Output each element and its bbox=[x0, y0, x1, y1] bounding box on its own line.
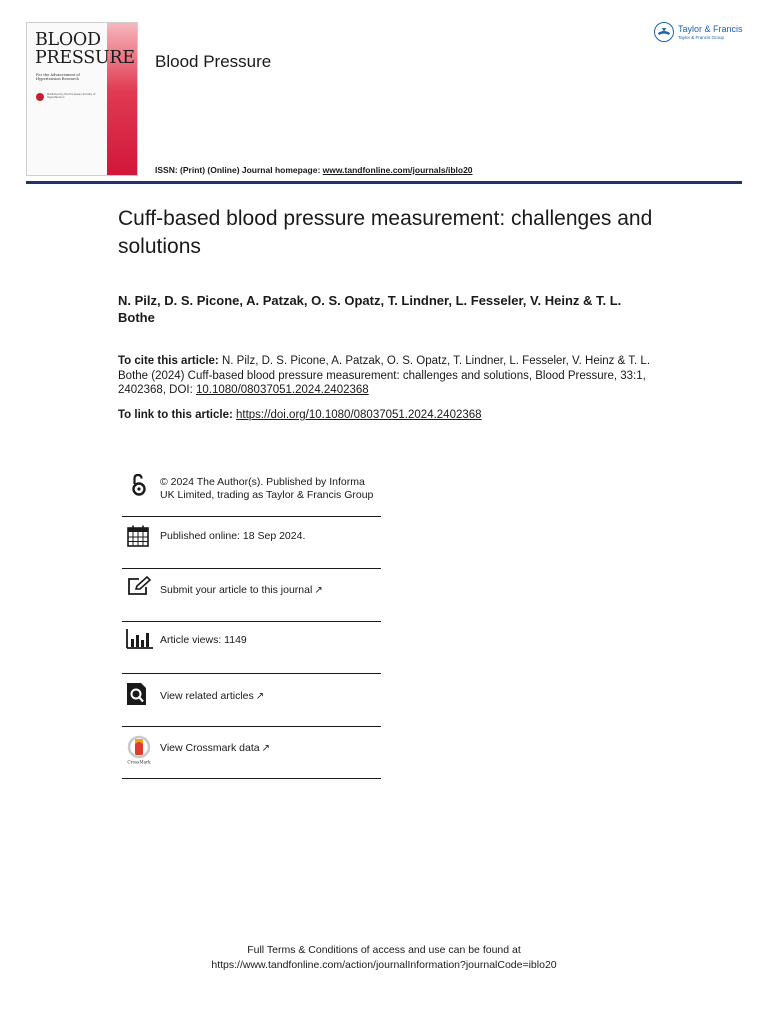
article-title: Cuff-based blood pressure measurement: challenges and solutions bbox=[118, 207, 653, 258]
publisher-logo-icon bbox=[654, 22, 674, 42]
external-link-icon: ↗ bbox=[261, 743, 270, 754]
footer-terms-link[interactable]: https://www.tandfonline.com/action/journalInformation?journalCode=iblo20 bbox=[211, 958, 557, 971]
journal-homepage-link[interactable]: www.tandfonline.com/journals/iblo20 bbox=[322, 165, 473, 175]
article-link-line bbox=[118, 408, 658, 423]
calendar-icon bbox=[126, 524, 150, 548]
related-row[interactable] bbox=[122, 674, 381, 727]
cover-title bbox=[35, 30, 135, 68]
doi-link[interactable]: 10.1080/08037051.2024.2402368 bbox=[196, 384, 369, 396]
article-url-link[interactable]: https://doi.org/10.1080/08037051.2024.2402368 bbox=[236, 409, 482, 421]
search-document-icon bbox=[126, 682, 150, 706]
crossmark-link[interactable] bbox=[160, 742, 382, 756]
article-authors: N. Pilz, D. S. Picone, A. Patzak, O. S. Opatz, T. Lindner, L. Fesseler, V. Heinz & T. L. Bothe bbox=[118, 293, 622, 325]
publisher-name: Taylor & Francis bbox=[678, 24, 743, 34]
issn-line bbox=[155, 165, 473, 175]
submit-text: Submit your article to this journal bbox=[160, 584, 313, 596]
related-text: View related articles bbox=[160, 690, 254, 702]
external-link-icon: ↗ bbox=[314, 585, 323, 596]
license-row bbox=[122, 470, 381, 517]
crossmark-row[interactable] bbox=[122, 727, 381, 779]
published-row bbox=[122, 517, 381, 569]
crossmark-icon bbox=[126, 735, 151, 765]
views-row bbox=[122, 622, 381, 674]
footer bbox=[0, 943, 768, 972]
cover-subtitle: For the Advancement of Hypertension Research bbox=[36, 73, 80, 82]
issn-label: ISSN: (Print) (Online) Journal homepage: bbox=[155, 165, 323, 175]
header-rule bbox=[26, 181, 742, 184]
cite-label: To cite this article: bbox=[118, 355, 219, 367]
license-text: © 2024 The Author(s). Published by Informa UK Limited, trading as Taylor & Francis Group bbox=[160, 476, 374, 501]
submit-row[interactable] bbox=[122, 569, 381, 622]
cover-title-line1: BLOOD bbox=[35, 30, 101, 50]
submit-link[interactable] bbox=[160, 584, 382, 598]
society-logo-icon bbox=[36, 93, 44, 101]
publisher-logo[interactable] bbox=[654, 22, 746, 46]
crossmark-text: View Crossmark data bbox=[160, 742, 260, 754]
cover-title-line2: PRESSURE bbox=[35, 48, 135, 68]
edit-icon bbox=[126, 576, 150, 600]
citation bbox=[118, 354, 658, 398]
related-link[interactable] bbox=[160, 690, 382, 704]
views-text: Article views: 1149 bbox=[160, 634, 247, 646]
journal-name: Blood Pressure bbox=[155, 52, 272, 71]
footer-line1: Full Terms & Conditions of access and use can be found at bbox=[247, 944, 521, 956]
open-access-icon bbox=[126, 472, 150, 496]
bar-chart-icon bbox=[126, 628, 150, 652]
published-text: Published online: 18 Sep 2024. bbox=[160, 530, 306, 542]
cite-text: N. Pilz, D. S. Picone, A. Patzak, O. S. Opatz, T. Lindner, L. Fesseler, V. Heinz & T. L. Bothe (2024) Cuff-based blood pressure measurement: challenges and solutions, Blood Pressure, 33:1, 2402368, DOI: bbox=[118, 355, 651, 396]
publisher-group: Taylor & Francis Group bbox=[678, 35, 725, 40]
external-link-icon: ↗ bbox=[255, 691, 265, 702]
link-label: To link to this article: bbox=[118, 409, 236, 421]
crossmark-icon-label: CrossMark bbox=[127, 759, 151, 765]
cover-society bbox=[36, 93, 104, 103]
cover-society-text: Published by the European Society of Hypertension bbox=[47, 93, 96, 100]
journal-cover bbox=[26, 22, 138, 176]
